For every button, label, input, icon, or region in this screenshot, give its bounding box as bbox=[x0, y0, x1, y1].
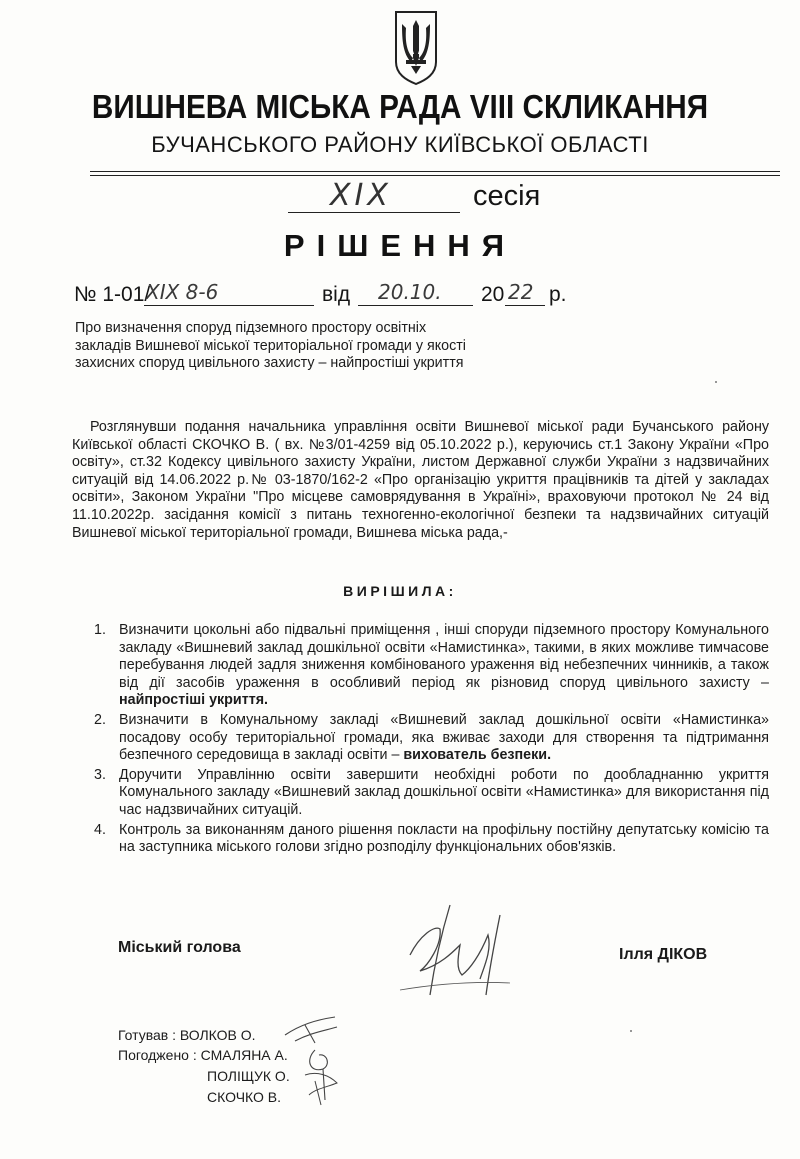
agreed-by-2: ПОЛІЩУК О. bbox=[207, 1068, 290, 1084]
item-text: Визначити в Комунальному закладі «Вишневий заклад дошкільної освіти «Намистинка» посадову особу територіальної громади, яка вживає заходи для створення та підтримання безпечного середовища в закладі освіти – bbox=[119, 711, 769, 764]
item-number: 4. bbox=[94, 821, 106, 838]
item-emphasis: найпростіші укриття. bbox=[119, 692, 269, 709]
approval-signatures-icon bbox=[275, 1005, 365, 1115]
resolution-items bbox=[72, 622, 769, 857]
header-divider-bottom bbox=[90, 175, 780, 176]
date-handwritten: 20.10. bbox=[378, 280, 442, 304]
item-text: Доручити Управлінню освіти завершити необхідні роботи по дообладнанню укриття Комунального закладу «Вишневий заклад дошкільної освіти «Намистинка» для використання під час надзвичайних ситуацій. bbox=[119, 766, 769, 818]
item-text: Визначити цокольні або підвальні приміщення , інші споруди підземного простору Комунального закладу «Вишневий заклад дошкільної освіти «Намистинка», такими, в яких можливе тимчасове перебування людей задля зниження комбінованого ураження від небезпечних чинників, а також від дії засобів ураження в особливий період як різновид споруд цивільного захисту – bbox=[119, 622, 769, 691]
scan-speck bbox=[715, 381, 717, 383]
item-emphasis: вихователь безпеки. bbox=[403, 747, 552, 764]
prepared-by: Готував : ВОЛКОВ О. bbox=[118, 1027, 256, 1043]
date-from-label: від bbox=[322, 283, 351, 306]
session-number-handwritten: XIX bbox=[330, 178, 392, 213]
date-underline bbox=[358, 305, 473, 306]
mayor-name: Ілля ДІКОВ bbox=[619, 946, 708, 963]
decision-number-handwritten: XIX 8-6 bbox=[146, 280, 219, 304]
session-word: сесія bbox=[473, 180, 541, 212]
header-divider-top bbox=[90, 171, 780, 172]
item-number: 3. bbox=[94, 766, 106, 783]
list-item bbox=[72, 767, 769, 820]
council-title: ВИШНЕВА МІСЬКА РАДА VIII СКЛИКАННЯ bbox=[91, 88, 709, 125]
item-number: 2. bbox=[94, 711, 106, 728]
decision-subject: Про визначення споруд підземного простору освітніх закладів Вишневої міської територіальної громади у якості захисних споруд цивільного захисту – найпростіші укриття bbox=[75, 320, 466, 372]
list-item bbox=[72, 622, 769, 710]
decision-title: РІШЕННЯ bbox=[283, 228, 517, 263]
preamble-paragraph: Розглянувши подання начальника управління освіти Вишневої міської ради Бучанського району Київської області СКОЧКО В. ( вх. №3/01-4259 від 05.10.2022 р.), керуючись ст.1 Закону України «Про освіту», ст.32 Кодексу цивільного захисту України, листом Державної служби України з надзвичайних ситуацій від 14.06.2022 р.№ 03-1870/162-2 «Про організацію укриття працівників та дітей у закладах освіти», Законом України "Про місцеве самоврядування в Україні», враховуючи протокол № 24 від 11.10.2022р. засідання комісії з питань техногенно-екологічної безпеки та надзвичайних ситуацій Вишневої міської територіальної громади, Вишнева міська рада,- bbox=[72, 419, 769, 541]
list-item bbox=[72, 822, 769, 857]
resolved-heading: ВИРІШИЛА: bbox=[343, 583, 457, 599]
session-underline bbox=[288, 212, 460, 213]
year-handwritten: 22 bbox=[508, 280, 534, 304]
item-number: 1. bbox=[94, 622, 106, 638]
year-prefix: 20 bbox=[481, 283, 505, 306]
year-suffix: р. bbox=[549, 283, 567, 306]
agreed-by-3: СКОЧКО В. bbox=[207, 1089, 282, 1105]
agreed-by: Погоджено : СМАЛЯНА А. bbox=[118, 1047, 288, 1063]
district-subtitle: БУЧАНСЬКОГО РАЙОНУ КИЇВСЬКОЇ ОБЛАСТІ bbox=[151, 132, 649, 157]
year-underline bbox=[505, 305, 545, 306]
coat-of-arms-icon bbox=[393, 10, 439, 86]
list-item bbox=[72, 712, 769, 765]
item-text: Контроль за виконанням даного рішення покласти на профільну постійну депутатську комісію та на заступника міського голови згідно розподілу функціональних обов'язків. bbox=[119, 821, 769, 856]
scan-speck bbox=[630, 1030, 632, 1032]
mayor-signature-icon bbox=[380, 895, 530, 1000]
mayor-label: Міський голова bbox=[118, 939, 241, 956]
decision-number-underline bbox=[144, 305, 314, 306]
decision-number-prefix: № 1-01/ bbox=[74, 283, 151, 306]
